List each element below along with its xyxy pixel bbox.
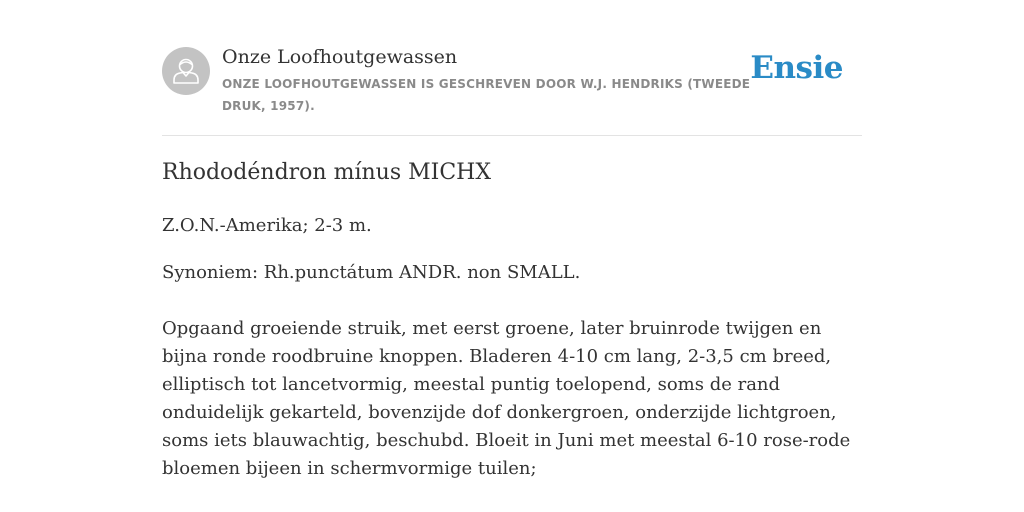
entry-paragraph-synonym: Synoniem: Rh.punctátum ANDR. non SMALL. [162, 262, 581, 283]
source-title[interactable]: Onze Loofhoutgewassen [222, 46, 458, 68]
source-description: ONZE LOOFHOUTGEWASSEN IS GESCHREVEN DOOR W.J. HENDRIKS (TWEEDE DRUK, 1957). [222, 77, 751, 113]
ensie-logo[interactable]: Ensie [750, 50, 843, 86]
entry-paragraph-origin: Z.O.N.-Amerika; 2-3 m. [162, 215, 372, 236]
source-header [162, 46, 862, 118]
entry-paragraph-description: Opgaand groeiende struik, met eerst groene, later bruinrode twijgen en bijna ronde roodbruine knoppen. Bladeren 4-10 cm lang, 2-3,5 cm breed, elliptisch tot lancetvormig, meestal puntig toelopend, soms de rand onduidelijk gekarteld, bovenzijde dof donkergroen, onderzijde lichtgroen, soms iets blauwachtig, beschubd. Bloeit in Juni met meestal 6-10 rose-rode bloemen bijeen in schermvormige tuilen; [162, 318, 851, 479]
source-avatar [162, 47, 210, 95]
entry-title: Rhododéndron mínus MICHX [162, 160, 492, 185]
user-outline-icon [162, 47, 210, 95]
header-divider [162, 135, 862, 136]
